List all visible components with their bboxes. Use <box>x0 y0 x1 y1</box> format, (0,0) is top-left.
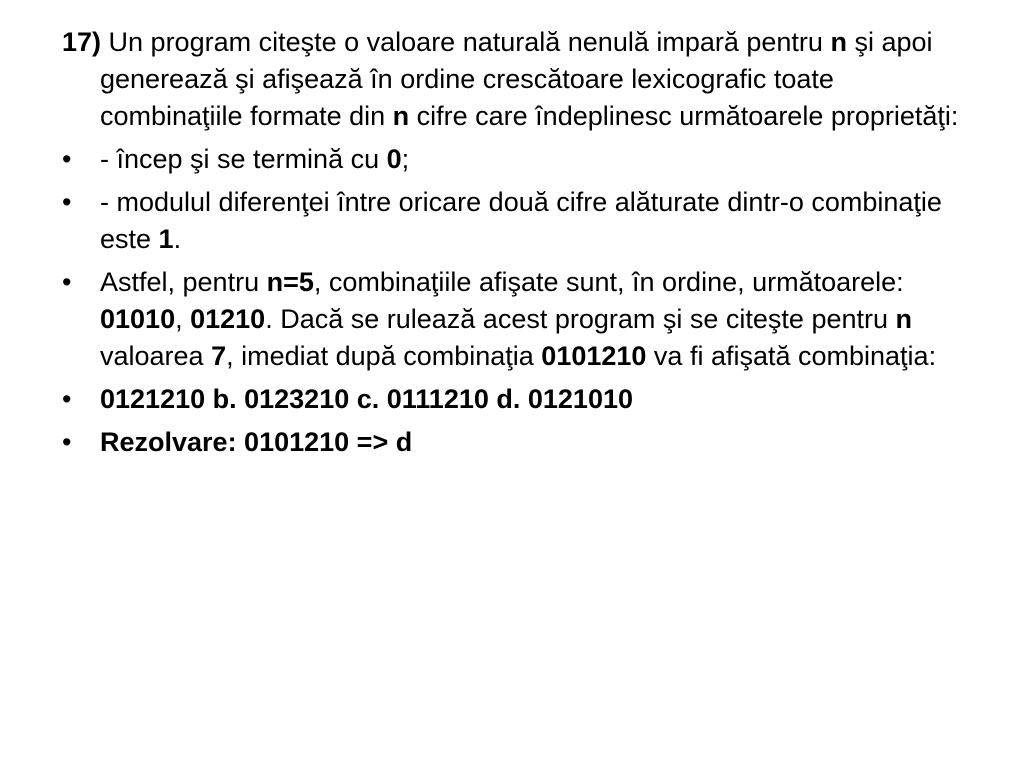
bullet-item-starts-ends <box>62 141 962 178</box>
bold-text-run: n <box>830 27 847 57</box>
bold-text-run: n <box>392 101 410 131</box>
bold-text-run: n=5 <box>266 267 314 297</box>
text-run: ; <box>401 144 410 174</box>
bold-text-run: 1 <box>158 224 174 254</box>
bullet-icon: • <box>62 267 72 297</box>
text-run: valoarea <box>100 341 212 371</box>
bold-text-run: 0101210 <box>541 341 647 371</box>
bullet-icon: • <box>62 187 72 217</box>
bold-text-run: Rezolvare: 0101210 => d <box>100 427 413 457</box>
bold-text-run: 7 <box>211 341 227 371</box>
text-run: Astfel, pentru <box>100 267 267 297</box>
text-run: , imediat după combinaţia <box>226 341 542 371</box>
bullet-item-difference <box>62 184 962 258</box>
problem-intro <box>100 27 958 131</box>
text-run: va fi afişată combinaţia: <box>646 341 937 371</box>
bullet-icon: • <box>62 384 72 414</box>
bold-text-run: n <box>895 304 912 334</box>
slide-body <box>62 24 962 467</box>
bold-text-run: 0121210 b. 0123210 c. 0111210 d. 0121010 <box>100 384 633 414</box>
text-run: . Dacă se rulează acest program şi se citeşte pentru <box>265 304 896 334</box>
bullet-item-solution <box>62 424 962 461</box>
bullet-item-example <box>62 264 962 375</box>
bold-text-run: 01210 <box>190 304 266 334</box>
bullet-text <box>100 144 409 174</box>
bold-text-run: 0 <box>386 144 402 174</box>
problem-number: 17) <box>62 27 102 57</box>
text-run: , <box>175 304 191 334</box>
text-run: - modulul diferenţei între oricare două cifre alăturate dintr-o combinaţie este <box>100 187 942 254</box>
bullet-icon: • <box>62 427 72 457</box>
bullet-item-options <box>62 381 962 418</box>
text-run: Un program citeşte o valoare naturală nenulă impară pentru <box>101 27 831 57</box>
text-run: - încep şi se termină cu <box>100 144 387 174</box>
bullet-icon: • <box>62 144 72 174</box>
text-run: cifre care îndeplinesc următoarele proprietăţi: <box>409 101 959 131</box>
problem-statement <box>62 24 962 135</box>
answer-options <box>100 384 633 414</box>
bullet-text <box>100 267 936 371</box>
bullet-text <box>100 187 942 254</box>
bold-text-run: 01010 <box>100 304 176 334</box>
text-run: şi apoi generează şi afişează în ordine crescătoare lexicografic toate combinaţiile formate din <box>100 27 933 131</box>
text-run: . <box>173 224 182 254</box>
text-run: , combinaţiile afişate sunt, în ordine, următoarele: <box>313 267 904 297</box>
solution-text <box>100 427 412 457</box>
